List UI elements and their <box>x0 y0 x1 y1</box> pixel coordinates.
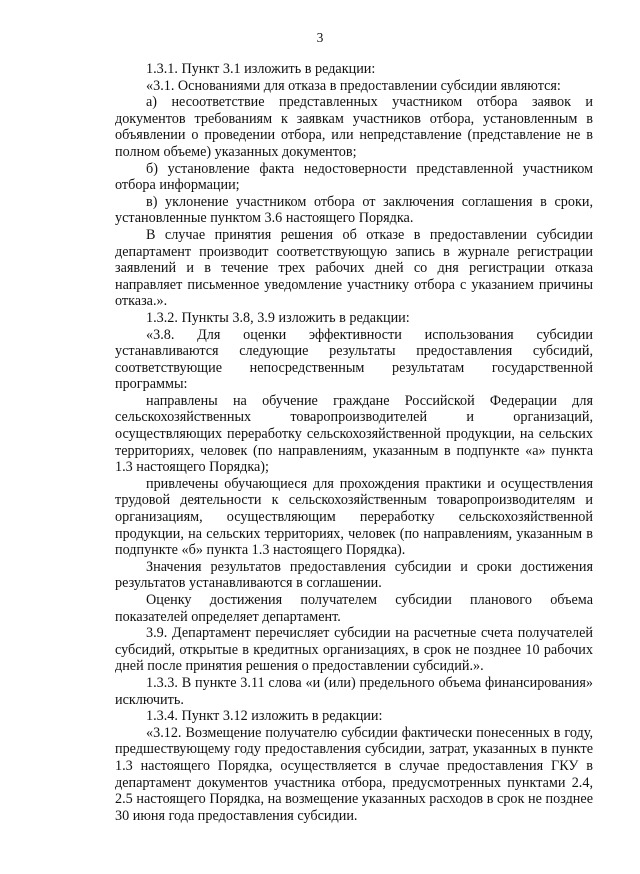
paragraph-3-1-intro: «3.1. Основаниями для отказа в предоставлении субсидии являются: <box>146 77 561 94</box>
paragraph-3-8-result-1: направлены на обучение граждане Российской Федерации для сельскохозяйственных товаропроизводителей и организаций, осуществляющих переработку сельскохозяйственной продукции, на сельских территориях, человек (по направлениям, указанным в подпункте «а» пункта 1.3 настоящего Порядка); <box>115 392 593 476</box>
paragraph-1-3-1-heading: 1.3.1. Пункт 3.1 изложить в редакции: <box>146 61 376 77</box>
paragraph-1-3-4-heading: 1.3.4. Пункт 3.12 изложить в редакции: <box>146 708 383 725</box>
paragraph-1-3-2-heading: 1.3.2. Пункты 3.8, 3.9 изложить в редакции: <box>146 309 410 326</box>
paragraph-3-9: 3.9. Департамент перечисляет субсидии на расчетные счета получателей субсидий, открытые в кредитных организациях, в срок не позднее 10 рабочих дней после принятия решения о предоставлении субсидий.». <box>115 625 593 675</box>
paragraph-1-3-3: 1.3.3. В пункте 3.11 слова «и (или) предельного объема финансирования» исключить. <box>115 674 593 708</box>
paragraph-3-8-values: Значения результатов предоставления субсидии и сроки достижения результатов устанавливаются в соглашении. <box>115 558 593 592</box>
paragraph-3-12: «3.12. Возмещение получателю субсидии фактически понесенных в году, предшествующему году предоставления субсидии, затрат, указанных в пункте 1.3 настоящего Порядка, осуществляется в случае предоставления ГКУ в департамент документов участника отбора, предусмотренных пунктами 2.4, 2.5 настоящего Порядка, на возмещение указанных расходов в срок не позднее 30 июня года предоставления субсидии. <box>115 724 593 824</box>
page-number: 3 <box>316 30 324 45</box>
paragraph-3-1-item-b: б) установление факта недостоверности представленной участником отбора информации; <box>115 160 593 194</box>
paragraph-3-1-refusal: В случае принятия решения об отказе в предоставлении субсидии департамент производит соответствующую запись в журнале регистрации заявлений и в течение трех рабочих дней со дня регистрации отказа направляет письменное уведомление участнику отбора с указанием причины отказа.». <box>115 226 593 310</box>
document-body <box>115 61 593 824</box>
paragraph-3-8-assessment: Оценку достижения получателем субсидии планового объема показателей определяет департамент. <box>115 592 593 625</box>
paragraph-3-8-result-2: привлечены обучающиеся для прохождения практики и осуществления трудовой деятельности к сельскохозяйственным товаропроизводителям и организациям, осуществляющим переработку сельскохозяйственной продукции, на сельских территориях, человек (по направлениям, указанным в подпункте «б» пункта 1.3 настоящего Порядка). <box>115 475 593 559</box>
paragraph-3-1-item-v: в) уклонение участником отбора от заключения соглашения в сроки, установленные пунктом 3.6 настоящего Порядка. <box>115 193 593 227</box>
paragraph-3-8-intro: «3.8. Для оценки эффективности использования субсидии устанавливаются следующие результаты предоставления субсидий, соответствующие непосредственным результатам государственной программы: <box>115 326 593 393</box>
paragraph-3-1-item-a: а) несоответствие представленных участником отбора заявок и документов требованиям к заявкам участников отбора, установленным в объявлении о проведении отбора, или непредставление (представление не в полном объеме) указанных документов; <box>115 94 593 160</box>
